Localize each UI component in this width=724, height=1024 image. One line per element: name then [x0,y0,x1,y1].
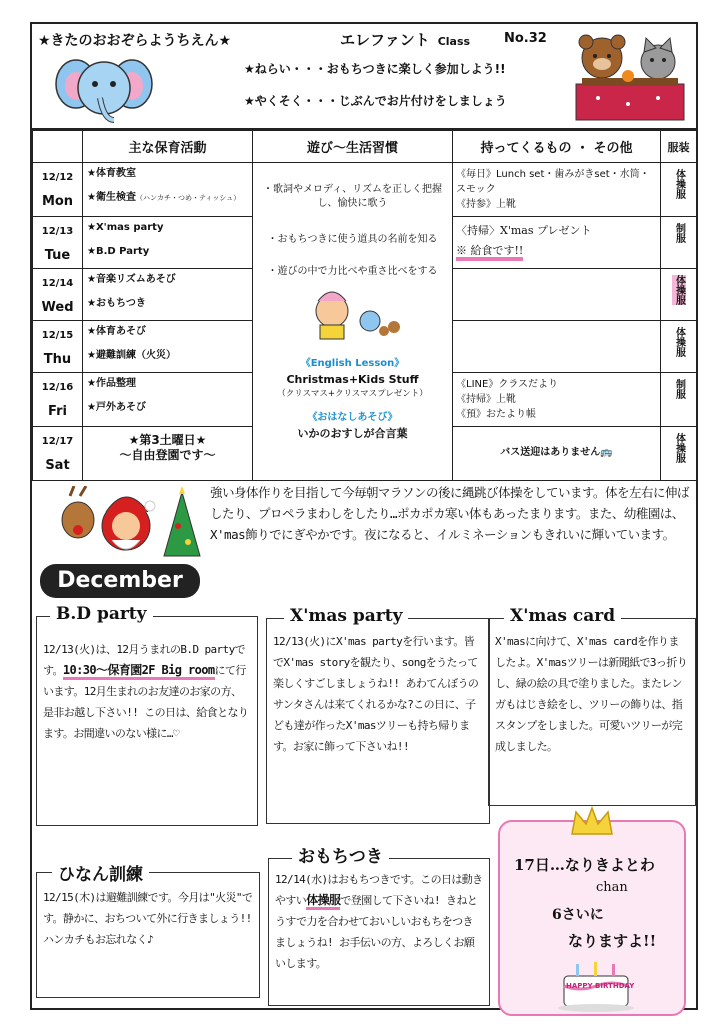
bring-cell: 《毎日》Lunch set・歯みがきset・水筒・スモック 《持参》上靴 [453,163,661,217]
mochitsuki-title: おもちつき [292,842,389,867]
clothes-cell: 制服 [661,373,697,427]
promise-text: ★やくそく・・・じぶんでお片付けをしましょう [244,94,507,108]
day-cell: 12/12 Mon [33,163,83,217]
birthday-line-3: 6さいに [552,907,604,923]
habit-1: ・歌詞やメロディ、リズムを正しく把握し、愉快に歌う [263,184,442,209]
clothes-cell: 体操服 [661,163,697,217]
issue-number: No.32 [504,31,547,46]
english-title: 《English Lesson》 [300,358,405,369]
bring-cell [453,269,661,321]
school-name: ★きたのおおぞらようちえん★ [38,33,232,49]
clothes-cell: 体操服 [661,427,697,481]
elephant-icon [54,50,154,126]
bd-highlight: 10:30～保育園2F Big room [63,663,215,680]
header-habits: 遊び～生活習慣 [253,131,453,163]
activity-cell: ★体育あそび ★避難訓練（火災） [83,321,253,373]
activity-cell: ★X'mas party ★B.D Party [83,217,253,269]
clothes-cell: 体操服 [661,269,697,321]
corner-cell [33,131,83,163]
xmas-party-box: 12/13(火)にX'mas partyを行います。皆でX'mas storyを観たり、songをうたって楽しくすごしましょうね!! あわてんぼうのサンタさんは来てくれるかな?この日に、子ども達が作ったX'masツリーも持ち帰ります。お家に飾って下さいね!! [266,618,490,824]
evacuation-box: 12/15(木)は避難訓練です。今月は"火災"です。静かに、おちついて外に行きましょう!! ハンカチもお忘れなく♪ [36,872,260,998]
ohanashi-title: 《おはなしあそび》 [307,412,398,423]
header-activities: 主な保育活動 [83,131,253,163]
children-playing-icon [298,287,408,341]
bring-cell: バス送迎はありません🚌 [453,427,661,481]
bd-party-box: 12/13(火)は、12月うまれのB.D partyです。10:30～保育園2F Big roomにて行います。12月生まれのお友達のお家の方、是非お越し下さい!! この日は、給食となります。お間違いのない様に…♡ [36,616,258,826]
mochi-highlight: 体操服 [306,893,340,910]
class-title: エレファント Class [340,31,471,49]
birthday-line-2: chan [596,880,628,895]
bring-cell: 《LINE》クラスだより 《持帰》上靴 《預》おたより帳 [453,373,661,427]
ohanashi-story: いかのおすしが合言葉 [297,427,408,440]
december-banner: December [40,564,200,598]
day-cell: 12/17 Sat [33,427,83,481]
habit-3: ・遊びの中で力比べや重さ比べをする [267,266,438,277]
schedule-table [32,130,697,481]
newsletter-frame [30,22,698,1010]
birthday-card [498,820,686,1016]
activity-cell: ★作品整理 ★戸外あそび [83,373,253,427]
bring-cell [453,321,661,373]
activity-cell: ★体育教室 ★衛生検査（ハンカチ・つめ・ティッシュ） [83,163,253,217]
day-cell: 12/15 Thu [33,321,83,373]
bear-cat-kotatsu-icon [568,28,692,126]
mochitsuki-box: 12/14(水)はおもちつきです。この日は動きやすい体操服で登園して下さいね! きねとうすで力を合わせておいしいおもちをつきましょうね! お手伝いの方、よろしくお願いします。 [268,858,490,1006]
intro-text: 強い身体作りを目指して今毎朝マラソンの後に縄跳び体操をしています。体を左右に伸ばしたり、プロペラまわしをしたり…ポカポカ寒い体もあったまります。また、幼稚園は、X'mas飾りでにぎやかです。夜になると、イルミネーションもきれいに輝いています。 [210,485,690,542]
activity-cell: ★音楽リズムあそび ★おもちつき [83,269,253,321]
header [32,24,696,130]
clothes-cell: 体操服 [661,321,697,373]
crown-icon [570,806,614,836]
header-clothes: 服装 [661,131,697,163]
activity-cell: ★第3土曜日★ ～自由登園です～ [83,427,253,481]
habits-cell [253,163,453,481]
bd-party-title: B.D party [50,604,153,624]
cake-text: HAPPY BIRTHDAY [566,982,635,990]
birthday-line-4: なりますよ!! [568,932,657,950]
aim-text: ★ねらい・・・おもちつきに楽しく参加しよう!! [244,62,506,76]
clothes-cell: 制服 [661,217,697,269]
day-cell: 12/14 Wed [33,269,83,321]
english-sub: （クリスマス+クリスマスプレゼント） [277,389,428,399]
xmas-card-title: X'mas card [504,606,621,626]
header-bring: 持ってくるもの ・ その他 [453,131,661,163]
bring-cell: 〈持帰〉X'mas プレゼント ※ 給食です!! [453,217,661,269]
table-header-row [33,131,697,163]
birthday-line-1: 17日…なりきよとわ [514,856,655,874]
day-cell: 12/16 Fri [33,373,83,427]
xmas-party-title: X'mas party [284,606,408,626]
habit-2: ・おもちつきに使う道具の名前を知る [267,234,438,245]
table-row [33,163,697,217]
santa-reindeer-tree-icon [52,486,202,566]
xmas-card-box: X'masに向けて、X'mas cardを作りましたよ。X'masツリーは新聞紙で3っ折りし、緑の絵の具で塗りました。またレンガもはじき絵をし、ツリーの飾りは、指スタンプをしました。可愛いツリーが完成しました。 [488,618,696,806]
day-cell: 12/13 Tue [33,217,83,269]
english-topic: Christmas+Kids Stuff [286,373,419,386]
evacuation-title: ひなん訓練 [52,860,149,885]
